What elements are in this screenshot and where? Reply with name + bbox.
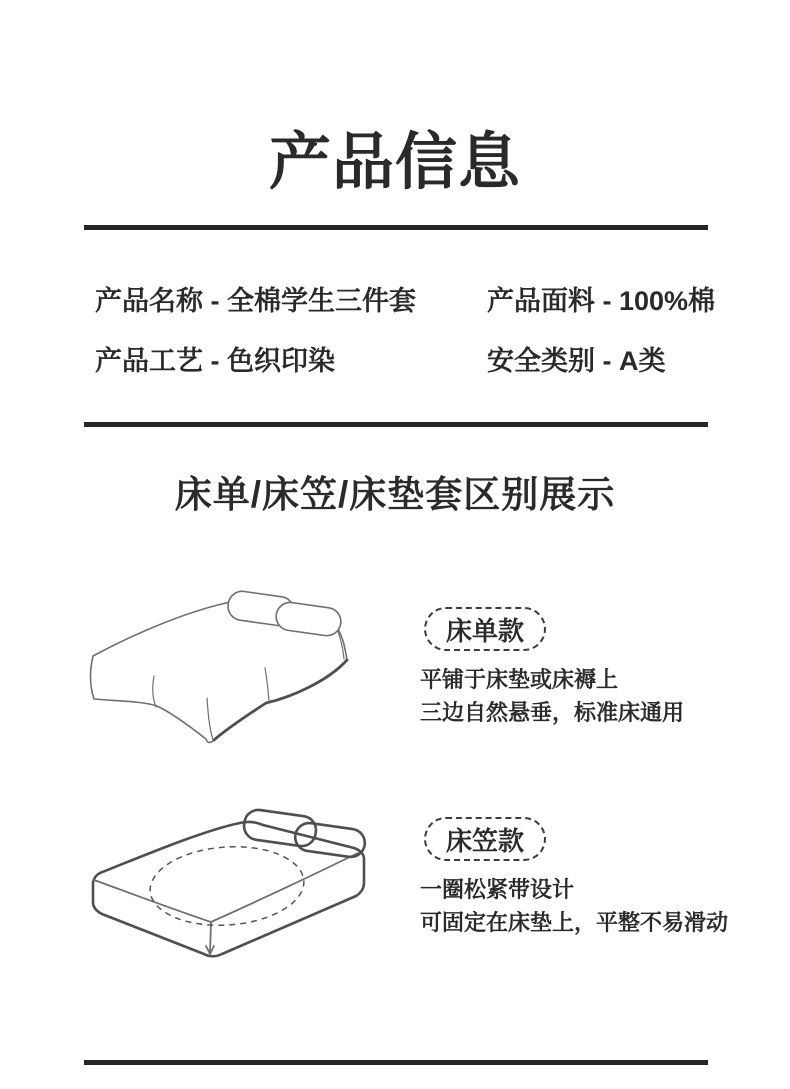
spec-craft: 产品工艺 - 色织印染 xyxy=(95,346,335,376)
pillow-right xyxy=(293,821,366,858)
fitted-style-description xyxy=(420,873,728,939)
sheet-desc-line1: 平铺于床垫或床褥上 xyxy=(420,667,619,692)
sheet-desc-line2: 三边自然悬垂，标准床通用 xyxy=(420,700,685,725)
spec-fabric: 产品面料 - 100%棉 xyxy=(487,286,716,316)
divider-middle xyxy=(84,422,708,427)
elastic-band-dashed-ellipse xyxy=(147,842,306,931)
divider-bottom xyxy=(84,1060,708,1065)
fitted-style-badge-label: 床笠款 xyxy=(445,825,524,856)
sheet-style-badge xyxy=(424,607,546,651)
sheet-style-description xyxy=(420,663,684,729)
fitted-style-badge xyxy=(424,817,546,861)
spec-product-name: 产品名称 - 全棉学生三件套 xyxy=(95,286,416,316)
fitted-desc-line1: 一圈松紧带设计 xyxy=(420,877,575,902)
divider-top xyxy=(84,225,708,230)
fitted-desc-line2: 可固定在床垫上，平整不易滑动 xyxy=(420,910,729,935)
sheet-style-badge-label: 床单款 xyxy=(445,615,524,646)
flat-sheet-bed-illustration xyxy=(60,570,400,790)
section-title: 床单/床笠/床垫套区别展示 xyxy=(174,474,616,515)
page-title: 产品信息 xyxy=(268,128,521,197)
spec-safety-class: 安全类别 - A类 xyxy=(487,346,666,376)
fitted-sheet-mattress-illustration xyxy=(60,790,400,1010)
